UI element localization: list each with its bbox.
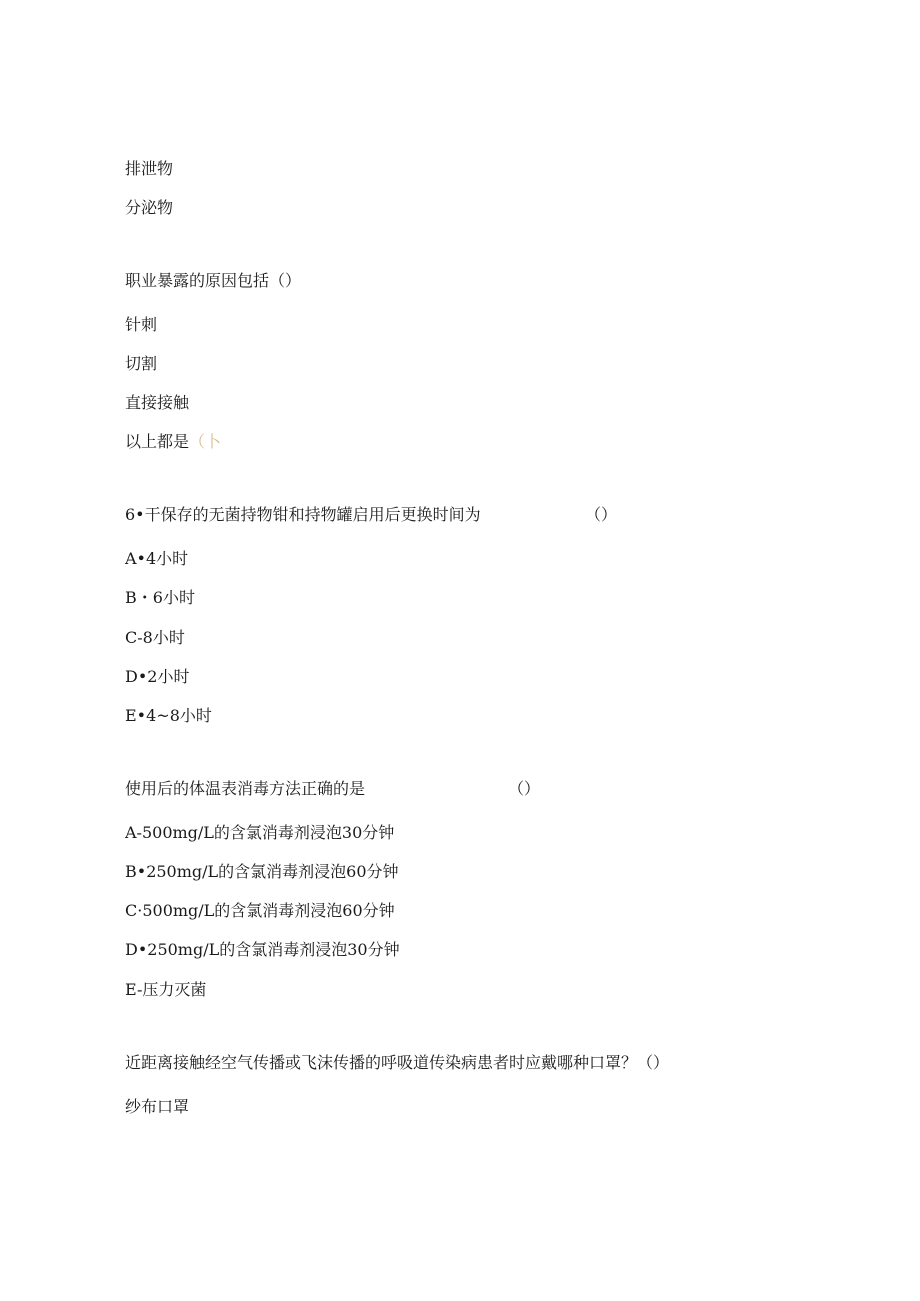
option-all-of-above-label: 以上都是 bbox=[125, 432, 190, 451]
option-excreta: 排泄物 bbox=[125, 159, 174, 178]
option-d: D•250mg/L的含氯消毒剂浸泡30分钟 bbox=[125, 940, 400, 959]
option-b: B・6小时 bbox=[125, 588, 195, 607]
option-cut: 切割 bbox=[125, 354, 158, 373]
option-needle-stick: 针刺 bbox=[125, 315, 158, 334]
answer-mark: （卜 bbox=[189, 432, 222, 451]
option-d: D•2小时 bbox=[125, 667, 190, 686]
question-exposure-stem: 职业暴露的原因包括（） bbox=[125, 271, 302, 290]
option-secretion: 分泌物 bbox=[125, 198, 174, 217]
option-all-of-above bbox=[125, 432, 221, 452]
question-6-stem: 6•干保存的无菌持物钳和持物罐启用后更换时间为 bbox=[125, 505, 481, 524]
option-a: A•4小时 bbox=[125, 549, 189, 568]
option-gauze-mask: 纱布口罩 bbox=[125, 1097, 190, 1116]
option-c: C-8小时 bbox=[125, 628, 185, 647]
option-c: C·500mg/L的含氯消毒剂浸泡60分钟 bbox=[125, 901, 395, 920]
option-e: E•4~8小时 bbox=[125, 706, 212, 725]
question-6-blank: （） bbox=[585, 505, 618, 524]
option-direct-contact: 直接接触 bbox=[125, 393, 190, 412]
option-a: A-500mg/L的含氯消毒剂浸泡30分钟 bbox=[125, 823, 395, 842]
option-b: B•250mg/L的含氯消毒剂浸泡60分钟 bbox=[125, 862, 399, 881]
question-thermometer-stem: 使用后的体温表消毒方法正确的是 bbox=[125, 779, 366, 798]
question-mask-stem: 近距离接触经空气传播或飞沫传播的呼吸道传染病患者时应戴哪种口罩？（） bbox=[125, 1053, 670, 1072]
option-e: E-压力灭菌 bbox=[125, 980, 207, 999]
question-thermometer-blank: （） bbox=[508, 779, 541, 798]
